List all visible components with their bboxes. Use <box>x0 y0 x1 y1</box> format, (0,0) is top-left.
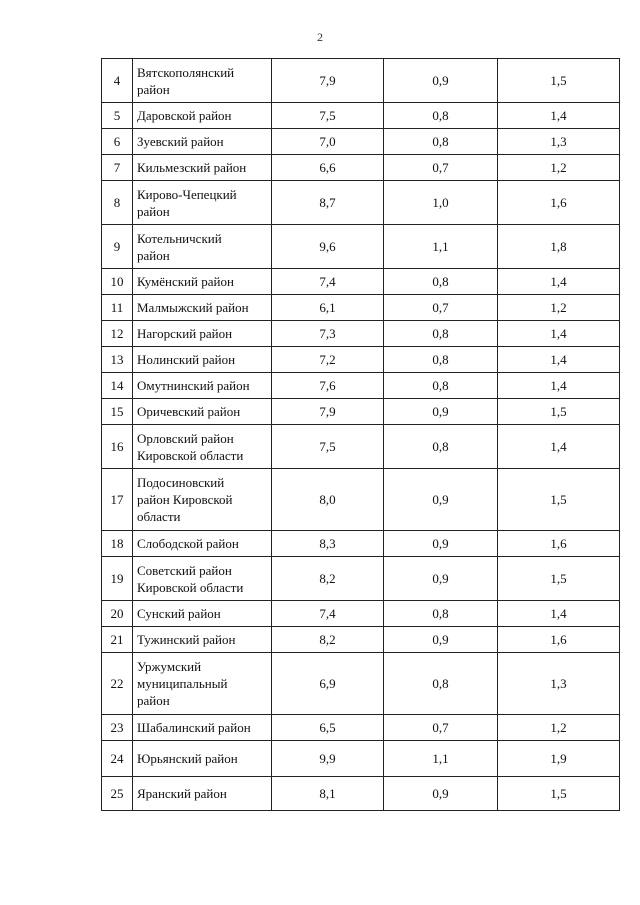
row-number: 12 <box>102 321 133 347</box>
value-3: 1,6 <box>498 627 620 653</box>
value-2: 0,8 <box>384 653 498 715</box>
row-number: 8 <box>102 181 133 225</box>
value-2: 0,8 <box>384 373 498 399</box>
value-1: 8,0 <box>272 469 384 531</box>
value-1: 7,2 <box>272 347 384 373</box>
table-row <box>102 155 620 181</box>
value-3: 1,4 <box>498 425 620 469</box>
row-number: 15 <box>102 399 133 425</box>
value-1: 7,6 <box>272 373 384 399</box>
row-number: 11 <box>102 295 133 321</box>
district-name: Малмыжский район <box>133 295 272 321</box>
value-1: 8,2 <box>272 557 384 601</box>
value-2: 0,8 <box>384 321 498 347</box>
table-row <box>102 225 620 269</box>
value-2: 0,8 <box>384 129 498 155</box>
row-number: 22 <box>102 653 133 715</box>
table-row <box>102 347 620 373</box>
value-2: 1,1 <box>384 741 498 777</box>
value-2: 0,7 <box>384 295 498 321</box>
value-1: 8,7 <box>272 181 384 225</box>
value-1: 7,0 <box>272 129 384 155</box>
value-1: 6,1 <box>272 295 384 321</box>
value-1: 8,3 <box>272 531 384 557</box>
value-3: 1,8 <box>498 225 620 269</box>
value-3: 1,5 <box>498 777 620 811</box>
table-row <box>102 741 620 777</box>
value-3: 1,4 <box>498 373 620 399</box>
value-2: 0,7 <box>384 715 498 741</box>
table-row <box>102 129 620 155</box>
row-number: 5 <box>102 103 133 129</box>
value-1: 8,2 <box>272 627 384 653</box>
table-row <box>102 557 620 601</box>
table-row <box>102 627 620 653</box>
value-1: 7,5 <box>272 103 384 129</box>
value-3: 1,5 <box>498 557 620 601</box>
value-1: 7,9 <box>272 59 384 103</box>
value-3: 1,4 <box>498 103 620 129</box>
table-row <box>102 469 620 531</box>
row-number: 7 <box>102 155 133 181</box>
value-1: 6,9 <box>272 653 384 715</box>
table-row <box>102 181 620 225</box>
value-1: 7,4 <box>272 269 384 295</box>
value-3: 1,4 <box>498 347 620 373</box>
table-row <box>102 103 620 129</box>
row-number: 13 <box>102 347 133 373</box>
value-3: 1,5 <box>498 59 620 103</box>
district-name: Котельничский район <box>133 225 272 269</box>
value-2: 0,9 <box>384 59 498 103</box>
district-name: Кильмезский район <box>133 155 272 181</box>
row-number: 4 <box>102 59 133 103</box>
district-name: Яранский район <box>133 777 272 811</box>
value-2: 0,9 <box>384 469 498 531</box>
value-3: 1,2 <box>498 715 620 741</box>
district-name: Вятскополянский район <box>133 59 272 103</box>
table-row <box>102 321 620 347</box>
value-1: 9,6 <box>272 225 384 269</box>
district-name: Омутнинский район <box>133 373 272 399</box>
table-row <box>102 531 620 557</box>
row-number: 24 <box>102 741 133 777</box>
district-name: Советский район Кировской области <box>133 557 272 601</box>
value-1: 7,9 <box>272 399 384 425</box>
table-row <box>102 269 620 295</box>
district-name: Зуевский район <box>133 129 272 155</box>
value-2: 0,8 <box>384 425 498 469</box>
table-row <box>102 653 620 715</box>
district-name: Уржумский муниципальный район <box>133 653 272 715</box>
value-1: 7,4 <box>272 601 384 627</box>
value-1: 7,3 <box>272 321 384 347</box>
row-number: 10 <box>102 269 133 295</box>
row-number: 18 <box>102 531 133 557</box>
table-row <box>102 399 620 425</box>
value-3: 1,3 <box>498 129 620 155</box>
value-3: 1,3 <box>498 653 620 715</box>
row-number: 21 <box>102 627 133 653</box>
value-2: 0,7 <box>384 155 498 181</box>
district-name: Слободской район <box>133 531 272 557</box>
row-number: 25 <box>102 777 133 811</box>
district-name: Нолинский район <box>133 347 272 373</box>
table-row <box>102 777 620 811</box>
row-number: 6 <box>102 129 133 155</box>
value-1: 6,5 <box>272 715 384 741</box>
value-1: 8,1 <box>272 777 384 811</box>
district-name: Нагорский район <box>133 321 272 347</box>
district-name: Кумёнский район <box>133 269 272 295</box>
table-row <box>102 373 620 399</box>
value-3: 1,4 <box>498 269 620 295</box>
district-name: Сунский район <box>133 601 272 627</box>
value-2: 0,9 <box>384 627 498 653</box>
value-3: 1,6 <box>498 181 620 225</box>
value-3: 1,4 <box>498 321 620 347</box>
value-3: 1,2 <box>498 295 620 321</box>
value-2: 0,9 <box>384 531 498 557</box>
value-3: 1,5 <box>498 469 620 531</box>
district-name: Орловский район Кировской области <box>133 425 272 469</box>
value-2: 0,8 <box>384 601 498 627</box>
value-3: 1,9 <box>498 741 620 777</box>
row-number: 19 <box>102 557 133 601</box>
value-3: 1,2 <box>498 155 620 181</box>
row-number: 17 <box>102 469 133 531</box>
row-number: 14 <box>102 373 133 399</box>
table-row <box>102 601 620 627</box>
district-table <box>101 58 620 811</box>
district-name: Юрьянский район <box>133 741 272 777</box>
table-row <box>102 715 620 741</box>
value-2: 0,8 <box>384 347 498 373</box>
value-2: 0,9 <box>384 557 498 601</box>
value-3: 1,5 <box>498 399 620 425</box>
district-name: Тужинский район <box>133 627 272 653</box>
table-row <box>102 425 620 469</box>
row-number: 20 <box>102 601 133 627</box>
value-3: 1,6 <box>498 531 620 557</box>
row-number: 16 <box>102 425 133 469</box>
value-2: 0,8 <box>384 269 498 295</box>
value-2: 0,9 <box>384 399 498 425</box>
district-name: Кирово-Чепецкий район <box>133 181 272 225</box>
table-row <box>102 295 620 321</box>
page-number: 2 <box>317 30 323 44</box>
table-row <box>102 59 620 103</box>
row-number: 23 <box>102 715 133 741</box>
district-name: Подосиновский район Кировской области <box>133 469 272 531</box>
district-name: Даровской район <box>133 103 272 129</box>
district-name: Оричевский район <box>133 399 272 425</box>
value-1: 6,6 <box>272 155 384 181</box>
value-2: 1,1 <box>384 225 498 269</box>
value-2: 1,0 <box>384 181 498 225</box>
district-name: Шабалинский район <box>133 715 272 741</box>
value-2: 0,9 <box>384 777 498 811</box>
value-2: 0,8 <box>384 103 498 129</box>
value-3: 1,4 <box>498 601 620 627</box>
row-number: 9 <box>102 225 133 269</box>
value-1: 7,5 <box>272 425 384 469</box>
value-1: 9,9 <box>272 741 384 777</box>
